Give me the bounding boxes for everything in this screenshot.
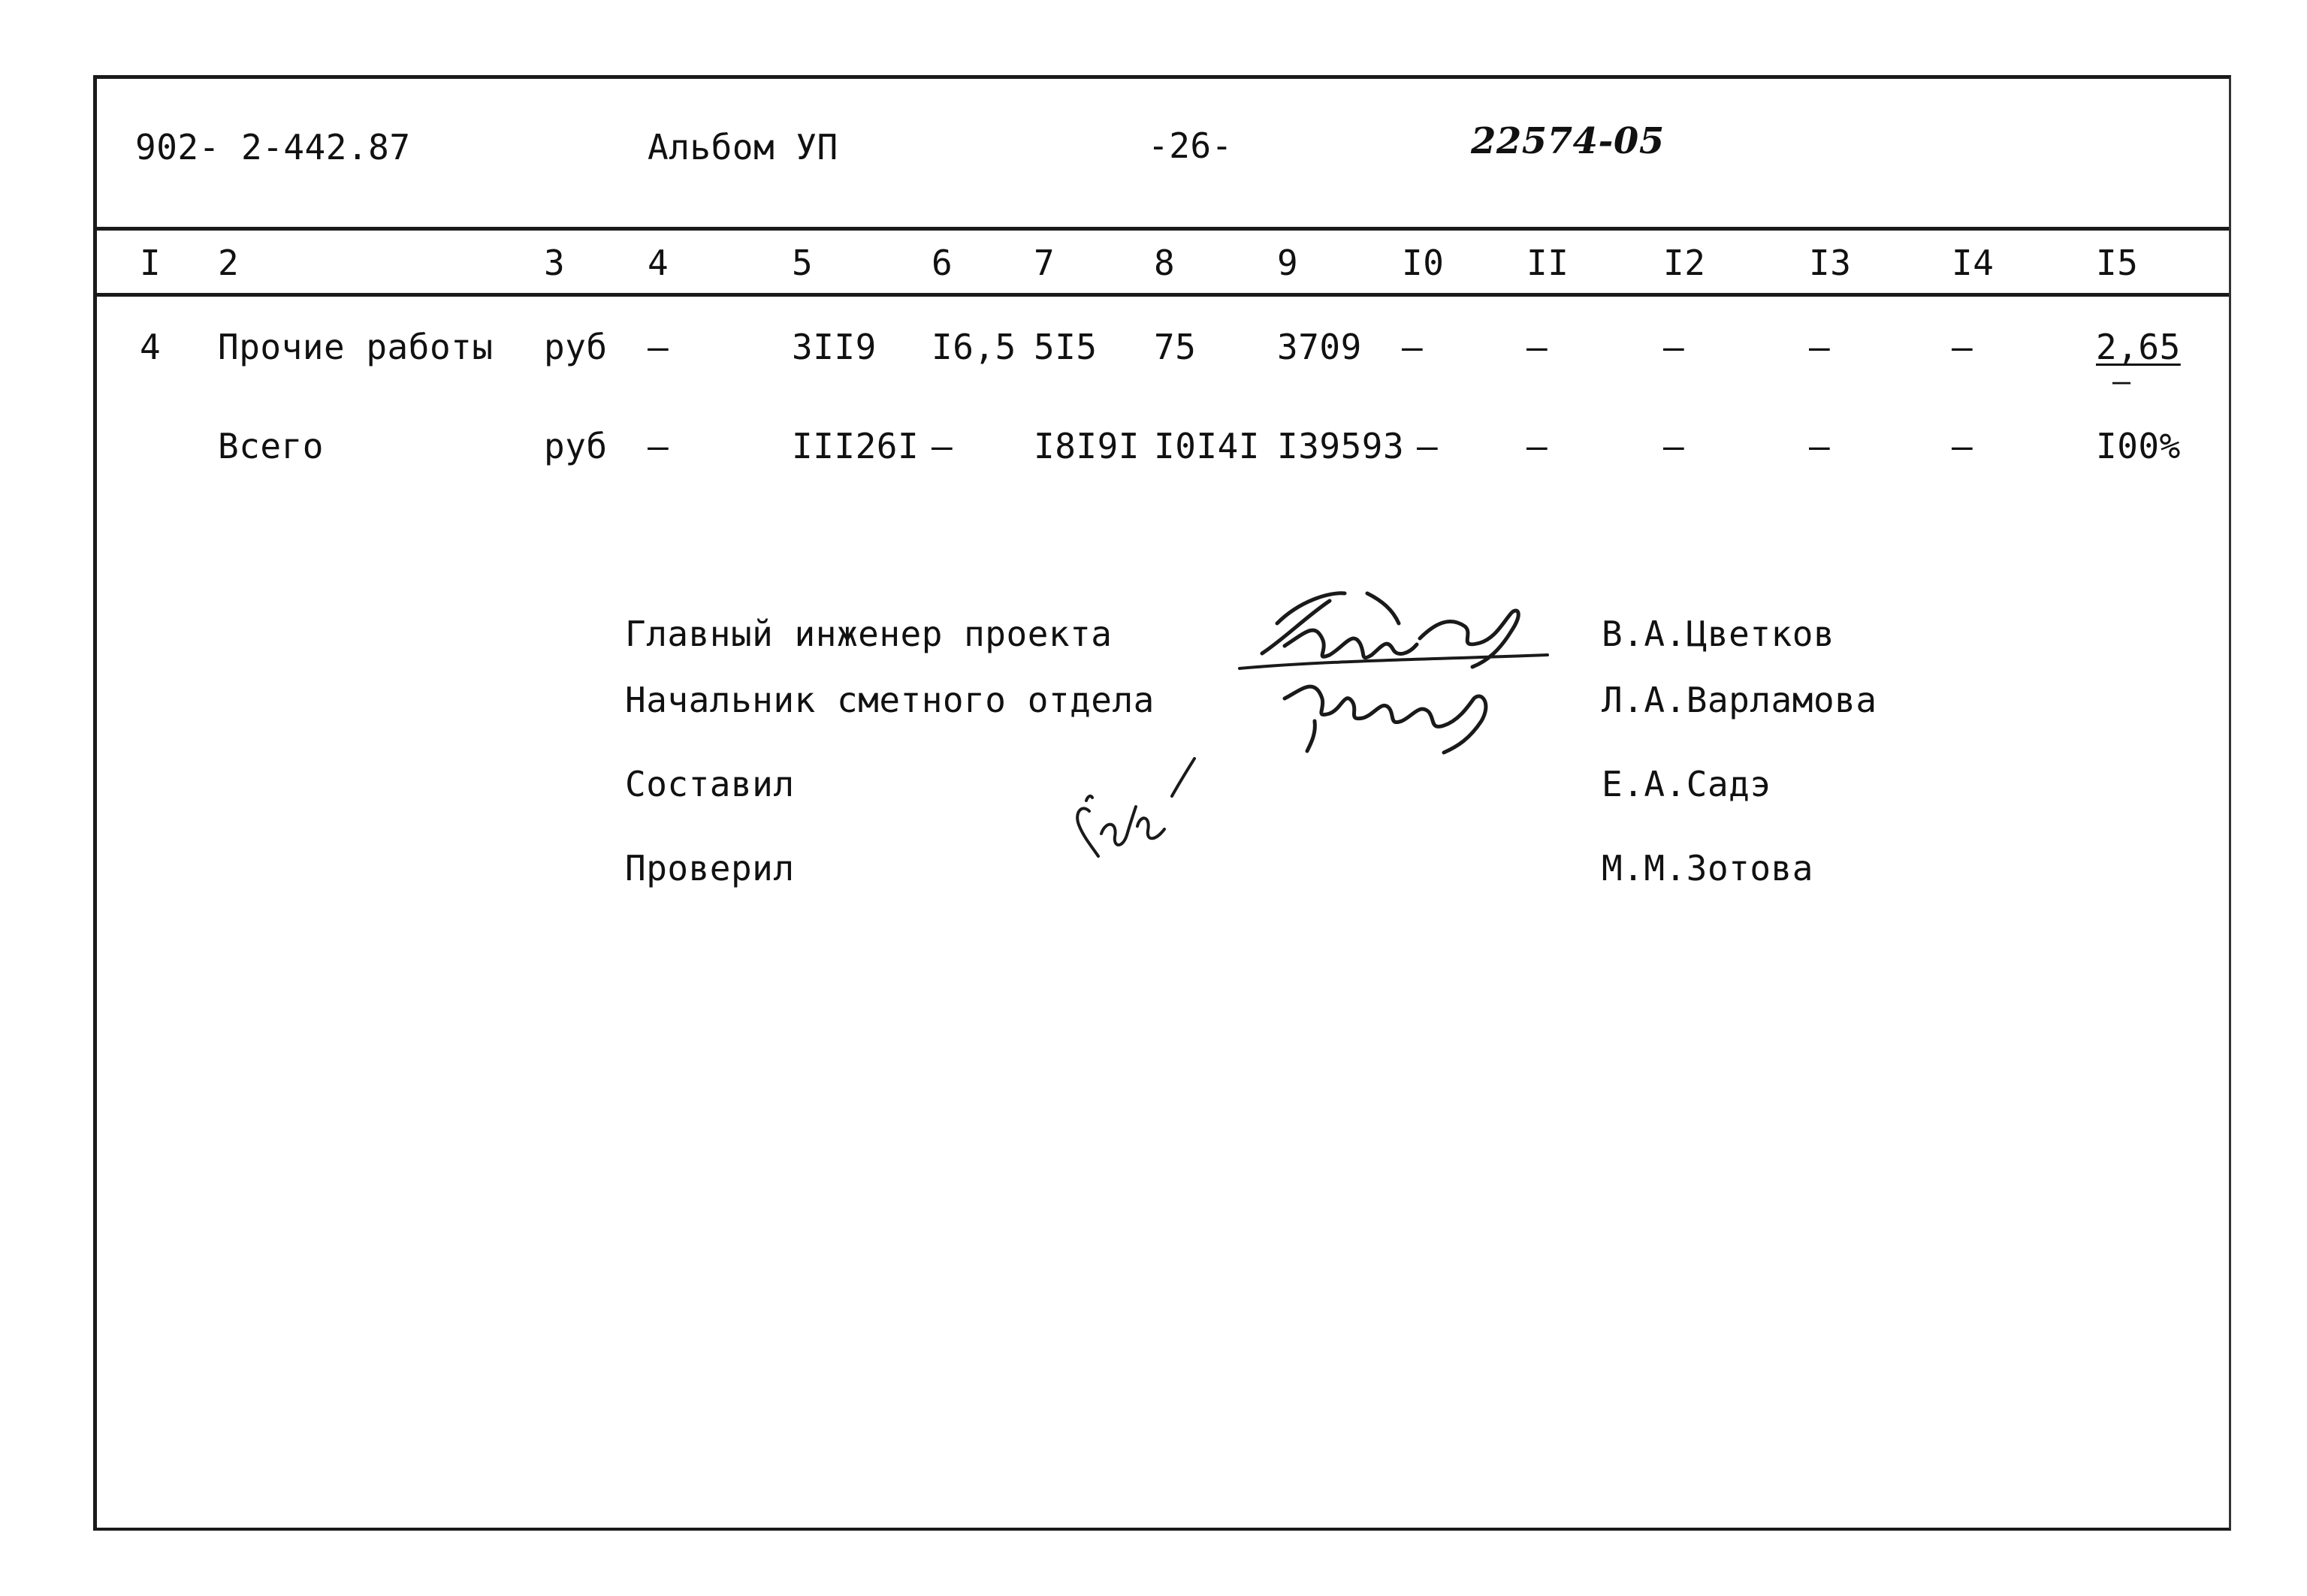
row-name: Всего — [218, 426, 324, 466]
cell-col-15-sub: – — [2112, 364, 2131, 399]
column-header-10: I0 — [1402, 243, 1445, 283]
signature-name: М.М.Зотова — [1602, 848, 1813, 889]
signature-name: Л.А.Варламова — [1602, 680, 1877, 720]
signature-role: Главный инженер проекта — [625, 614, 1113, 654]
column-header-1: I — [140, 243, 162, 283]
page-number: -26- — [1148, 125, 1233, 166]
table-top-rule — [97, 227, 2229, 231]
cell-col-10: – — [1402, 327, 1424, 367]
column-header-3: 3 — [544, 243, 566, 283]
column-header-15: I5 — [2096, 243, 2139, 283]
signature-name: Е.А.Садэ — [1602, 764, 1771, 804]
cell-col-15: 2,65 — [2096, 327, 2181, 367]
row-unit: руб — [544, 327, 608, 367]
signature-role: Составил — [625, 764, 795, 804]
cell-col-9: I39593 — [1277, 426, 1405, 466]
cell-col-4: – — [648, 327, 669, 367]
column-header-11: II — [1526, 243, 1569, 283]
column-header-13: I3 — [1809, 243, 1852, 283]
cell-col-6: I6,5 — [932, 327, 1016, 367]
cell-col-7: 5I5 — [1034, 327, 1098, 367]
cell-col-8: I0I4I — [1154, 426, 1260, 466]
cell-col-12: – — [1663, 327, 1685, 367]
cell-col-10: – — [1417, 426, 1439, 466]
signature-role: Начальник сметного отдела — [625, 680, 1155, 720]
album-label: Альбом УП — [648, 127, 838, 167]
cell-col-4: – — [648, 426, 669, 466]
cell-col-9: 3709 — [1277, 327, 1362, 367]
column-header-7: 7 — [1034, 243, 1055, 283]
signature-name: В.А.Цветков — [1602, 614, 1835, 654]
cell-col-12: – — [1663, 426, 1685, 466]
column-header-12: I2 — [1663, 243, 1706, 283]
cell-col-8: 75 — [1154, 327, 1197, 367]
document-code: 902- 2-442.87 — [135, 127, 411, 167]
cell-col-5: 3II9 — [792, 327, 877, 367]
table-header-rule — [97, 293, 2229, 297]
row-unit: руб — [544, 426, 608, 466]
column-header-2: 2 — [218, 243, 240, 283]
reference-number: 22574-05 — [1471, 120, 1665, 162]
column-header-5: 5 — [792, 243, 814, 283]
column-header-8: 8 — [1154, 243, 1176, 283]
column-header-9: 9 — [1277, 243, 1299, 283]
cell-col-13: – — [1809, 426, 1831, 466]
column-header-4: 4 — [648, 243, 669, 283]
row-number: 4 — [140, 327, 162, 367]
cell-col-11: – — [1526, 426, 1548, 466]
cell-col-6: – — [932, 426, 953, 466]
column-header-14: I4 — [1952, 243, 1994, 283]
cell-col-13: – — [1809, 327, 1831, 367]
handwritten-signature-compiler — [1059, 744, 1224, 886]
cell-col-14: – — [1952, 426, 1973, 466]
cell-col-15: I00% — [2096, 426, 2181, 466]
cell-col-14: – — [1952, 327, 1973, 367]
cell-col-5: III26I — [792, 426, 919, 466]
row-name: Прочие работы — [218, 327, 494, 367]
cell-col-11: – — [1526, 327, 1548, 367]
signature-role: Проверил — [625, 848, 795, 889]
column-header-6: 6 — [932, 243, 953, 283]
cell-col-7: I8I9I — [1034, 426, 1140, 466]
handwritten-signature-head-estimate-dept — [1270, 646, 1510, 759]
